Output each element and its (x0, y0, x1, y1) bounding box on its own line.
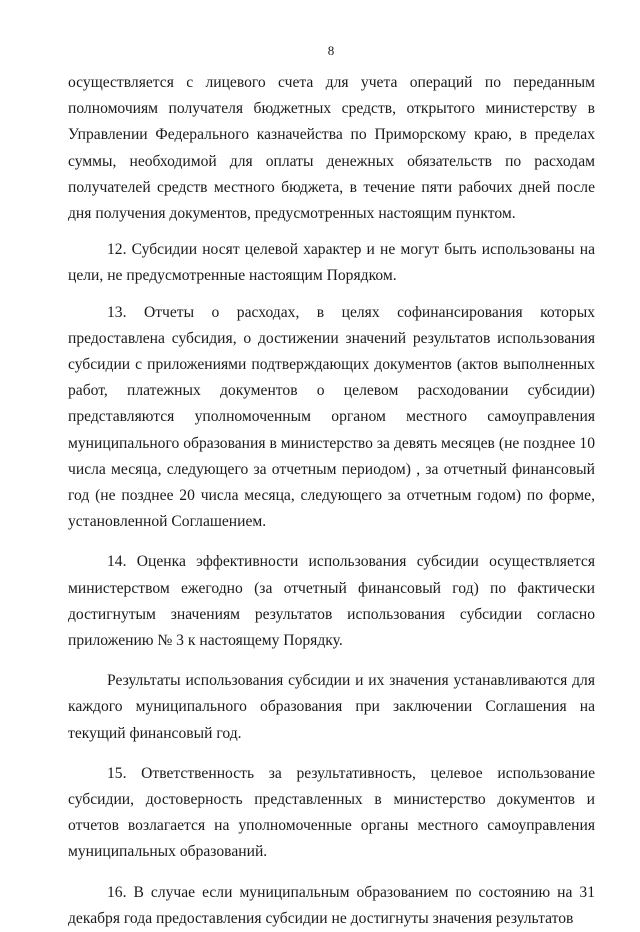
paragraph-continuation: осуществляется с лицевого счета для учета операций по переданным полномочиям получателя бюджетных средств, открытого министерству в Управлении Федерального казначейства по Приморскому краю, в пределах суммы, необходимой для оплаты денежных обязательств по расходам получателей средств местного бюджета, в течение пяти рабочих дней после дня получения документов, предусмотренных настоящим пунктом. (68, 74, 595, 223)
paragraph-12: 12. Субсидии носят целевой характер и не могут быть использованы на цели, не предусмотренные настоящим Порядком. (68, 241, 595, 285)
paragraph-14: 14. Оценка эффективности использования субсидии осуществляется министерством ежегодно (за отчетный финансовый год) по фактически достигнутым значениям результатов использования субсидии согласно приложению № 3 к настоящему Порядку. (68, 553, 595, 650)
paragraph-results: Результаты использования субсидии и их значения устанавливаются для каждого муниципального образования при заключении Соглашения на текущий финансовый год. (68, 672, 595, 742)
document-body (68, 70, 595, 932)
paragraph-15: 15. Ответственность за результативность, целевое использование субсидии, достоверность представленных в министерство документов и отчетов возлагается на уполномоченные органы местного самоуправления муниципальных образований. (68, 764, 595, 861)
paragraph-13: 13. Отчеты о расходах, в целях софинансирования которых предоставлена субсидия, о достижении значений результатов использования субсидии с приложениями подтверждающих документов (актов выполненных работ, платежных документов о целевом расходовании субсидии) представляются уполномоченным органом местного самоуправления муниципального образования в министерство за девять месяцев (не позднее 10 числа месяца, следующего за отчетным периодом) , за отчетный финансовый год (не позднее 20 числа месяца, следующего за отчетным годом) по форме, установленной Соглашением. (68, 303, 595, 531)
page-number: 8 (327, 43, 335, 58)
paragraph-16: 16. В случае если муниципальным образованием по состоянию на 31 декабря года предоставления субсидии не достигнуты значения результатов (68, 883, 595, 927)
